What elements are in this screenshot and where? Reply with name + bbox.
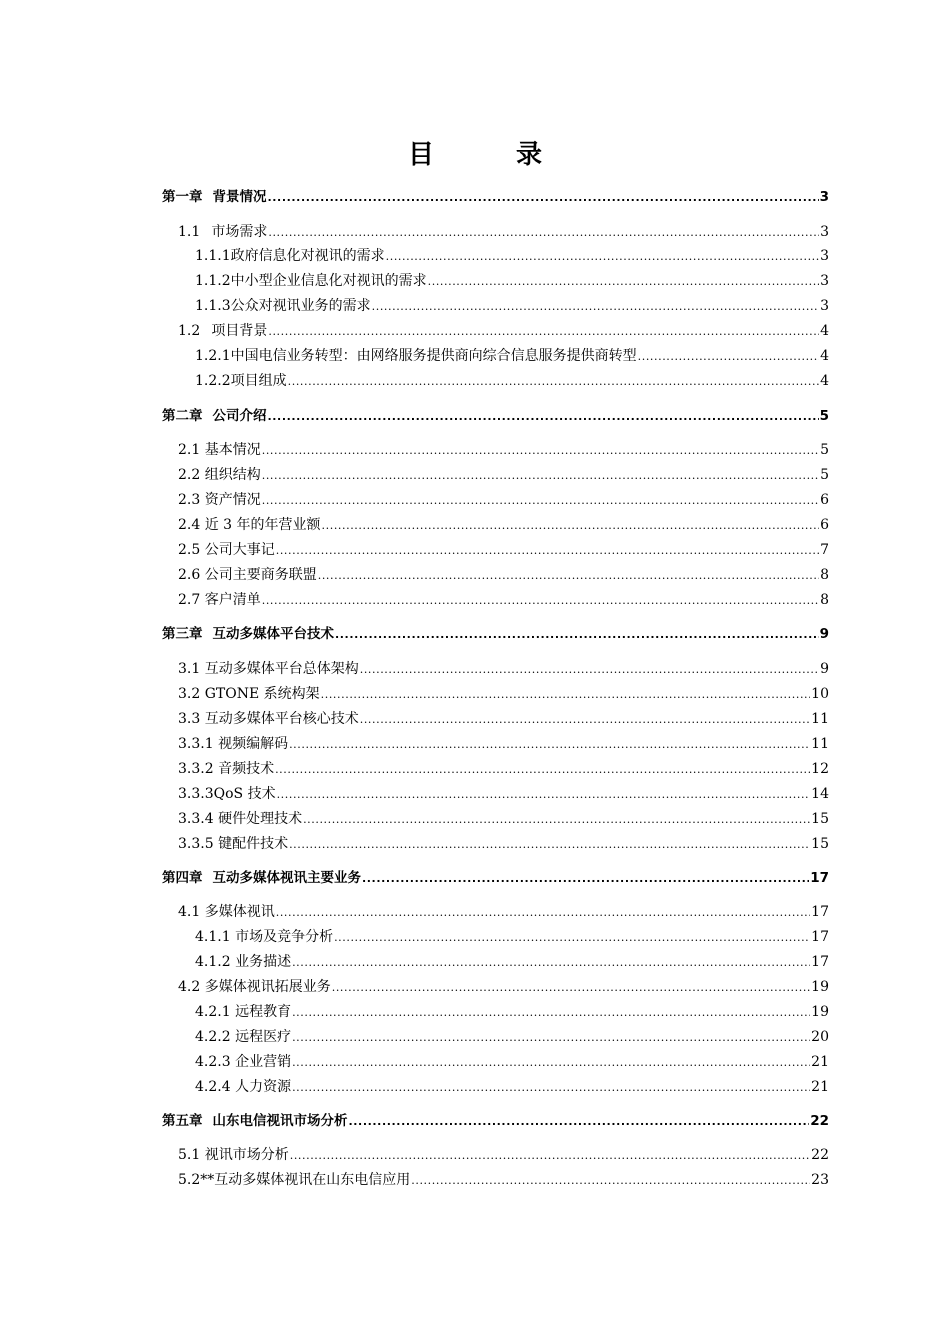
- toc-entry-label: 3.3.5 键配件技术: [178, 836, 289, 852]
- toc-entry-label: 2.1 基本情况: [178, 442, 261, 458]
- toc-entry[interactable]: [195, 952, 829, 972]
- toc-leader-dots: [372, 296, 819, 317]
- toc-entry-label: 2.3 资产情况: [178, 492, 261, 508]
- toc-leader-dots: [349, 1111, 810, 1132]
- toc-entry-label: 项目组成: [230, 373, 287, 389]
- toc-chapter-entry[interactable]: [162, 1111, 829, 1131]
- toc-leader-dots: [262, 465, 819, 486]
- toc-page-number: 6: [820, 517, 829, 533]
- toc-page-number: 15: [811, 836, 829, 852]
- toc-entry-label: 4.1.1 市场及竞争分析: [195, 929, 334, 945]
- toc-page-number: 4: [820, 348, 829, 364]
- toc-entry-label: 项目背景: [211, 323, 268, 339]
- toc-page-number: 3: [820, 298, 829, 314]
- toc-entry-label: 4.1 多媒体视讯: [178, 904, 275, 920]
- toc-entry[interactable]: [178, 977, 829, 997]
- toc-leader-dots: [268, 406, 819, 427]
- toc-page-number: 7: [820, 542, 829, 558]
- toc-entry-label: 3.3 互动多媒体平台核心技术: [178, 711, 359, 727]
- toc-entry[interactable]: [178, 440, 829, 460]
- toc-entry-label: 3.3.3QoS 技术: [178, 786, 276, 802]
- toc-page-number: 21: [811, 1079, 829, 1095]
- toc-entry-number: 1.1.1: [195, 248, 231, 264]
- toc-entry-label: 4.2.1 远程教育: [195, 1004, 292, 1020]
- toc-page-number: 5: [819, 408, 829, 424]
- toc-page-number: 4: [820, 323, 829, 339]
- toc-entry[interactable]: [178, 659, 829, 679]
- toc-leader-dots: [411, 1170, 810, 1191]
- toc-entry-number: 第一章: [162, 189, 203, 205]
- toc-entry[interactable]: [178, 321, 829, 341]
- toc-entry-label: 4.2.4 人力资源: [195, 1079, 292, 1095]
- toc-leader-dots: [360, 659, 819, 680]
- toc-entry-number: 第四章: [162, 870, 203, 886]
- toc-entry[interactable]: [178, 1145, 829, 1165]
- toc-entry[interactable]: [178, 222, 829, 242]
- toc-entry-label: 5.1 视讯市场分析: [178, 1147, 289, 1163]
- toc-chapter-entry[interactable]: [162, 187, 829, 207]
- toc-leader-dots: [334, 927, 810, 948]
- toc-page-number: 17: [811, 954, 829, 970]
- toc-page-number: 20: [811, 1029, 829, 1045]
- toc-entry[interactable]: [178, 515, 829, 535]
- toc-entry-label: 2.7 客户清单: [178, 592, 261, 608]
- toc-entry-number: 1.2.2: [195, 373, 231, 389]
- toc-page-number: 22: [811, 1147, 829, 1163]
- toc-leader-dots: [292, 1027, 810, 1048]
- toc-leader-dots: [428, 271, 819, 292]
- toc-page-number: 5: [820, 467, 829, 483]
- toc-leader-dots: [268, 187, 819, 208]
- toc-leader-dots: [335, 624, 819, 645]
- toc-page-number: 3: [820, 273, 829, 289]
- toc-leader-dots: [292, 952, 810, 973]
- toc-entry-label: 政府信息化对视讯的需求: [230, 248, 385, 264]
- toc-leader-dots: [386, 246, 819, 267]
- toc-entry-label: 4.2.3 企业营销: [195, 1054, 292, 1070]
- toc-page-number: 17: [810, 870, 829, 886]
- toc-page-number: 15: [811, 811, 829, 827]
- toc-entry-number: 第三章: [162, 626, 203, 642]
- toc-page-number: 9: [819, 626, 829, 642]
- toc-page-number: 3: [819, 189, 829, 205]
- toc-leader-dots: [277, 784, 811, 805]
- toc-page-number: 4: [820, 373, 829, 389]
- toc-entry-label: 背景情况: [212, 189, 267, 205]
- toc-page-number: 19: [811, 979, 829, 995]
- toc-entry-label: 2.4 近 3 年的年营业额: [178, 517, 321, 533]
- toc-entry-label: 中小型企业信息化对视讯的需求: [230, 273, 427, 289]
- toc-entry-label: 山东电信视讯市场分析: [212, 1113, 348, 1129]
- toc-chapter-entry[interactable]: [162, 624, 829, 644]
- toc-page-number: 10: [811, 686, 829, 702]
- toc-entry-label: 4.1.2 业务描述: [195, 954, 292, 970]
- toc-leader-dots: [288, 371, 819, 392]
- toc-entry[interactable]: [178, 784, 829, 804]
- toc-entry[interactable]: [195, 1077, 829, 1097]
- toc-leader-dots: [292, 1077, 810, 1098]
- toc-page-number: 23: [811, 1172, 829, 1188]
- toc-entry[interactable]: [178, 465, 829, 485]
- toc-leader-dots: [321, 684, 811, 705]
- toc-leader-dots: [360, 709, 810, 730]
- toc-entry-label: 公众对视讯业务的需求: [230, 298, 371, 314]
- toc-entry-label: 2.5 公司大事记: [178, 542, 275, 558]
- toc-leader-dots: [292, 1002, 810, 1023]
- toc-entry[interactable]: [195, 346, 829, 366]
- toc-leader-dots: [332, 977, 810, 998]
- toc-entry-label: 2.6 公司主要商务联盟: [178, 567, 317, 583]
- toc-entry[interactable]: [178, 565, 829, 585]
- toc-leader-dots: [268, 222, 819, 243]
- toc-entry-label: 3.3.2 音频技术: [178, 761, 275, 777]
- toc-leader-dots: [638, 346, 819, 367]
- toc-entry[interactable]: [178, 709, 829, 729]
- page-title: 目 录: [407, 140, 570, 170]
- toc-entry[interactable]: [178, 834, 829, 854]
- toc-leader-dots: [290, 1145, 810, 1166]
- toc-entry-number: 第二章: [162, 408, 203, 424]
- toc-page-number: 8: [820, 567, 829, 583]
- toc-entry-number: 1.1.3: [195, 298, 231, 314]
- toc-entry-label: 互动多媒体视讯主要业务: [212, 870, 361, 886]
- toc-entry[interactable]: [195, 1052, 829, 1072]
- toc-entry-label: 3.2 GTONE 系统构架: [178, 686, 320, 702]
- toc-page-number: 12: [811, 761, 829, 777]
- toc-page-number: 3: [820, 248, 829, 264]
- toc-entry-label: 3.3.4 硬件处理技术: [178, 811, 303, 827]
- toc-leader-dots: [289, 734, 810, 755]
- toc-leader-dots: [262, 440, 819, 461]
- toc-chapter-entry[interactable]: [162, 868, 829, 888]
- toc-entry-label: 互动多媒体平台技术: [212, 626, 334, 642]
- toc-page-number: 21: [811, 1054, 829, 1070]
- toc-page-number: 22: [810, 1113, 829, 1129]
- toc-page-number: 5: [820, 442, 829, 458]
- toc-page-number: 19: [811, 1004, 829, 1020]
- toc-entry[interactable]: [195, 246, 829, 266]
- toc-page-number: 17: [811, 904, 829, 920]
- toc-page-number: 3: [820, 224, 829, 240]
- toc-entry-label: 4.2 多媒体视讯拓展业务: [178, 979, 331, 995]
- toc-page-number: 14: [811, 786, 829, 802]
- toc-entry[interactable]: [178, 684, 829, 704]
- toc-entry[interactable]: [195, 927, 829, 947]
- toc-leader-dots: [276, 540, 819, 561]
- toc-page-number: 11: [811, 736, 829, 752]
- toc-leader-dots: [318, 565, 819, 586]
- toc-entry-number: 第五章: [162, 1113, 203, 1129]
- toc-entry[interactable]: [195, 371, 829, 391]
- toc-page-number: 11: [811, 711, 829, 727]
- toc-page-number: 17: [811, 929, 829, 945]
- toc-entry[interactable]: [178, 734, 829, 754]
- toc-leader-dots: [275, 759, 810, 780]
- toc-leader-dots: [268, 321, 819, 342]
- toc-leader-dots: [303, 809, 810, 830]
- toc-leader-dots: [262, 590, 819, 611]
- toc-leader-dots: [289, 834, 810, 855]
- toc-entry-number: 1.1.2: [195, 273, 231, 289]
- toc-entry[interactable]: [178, 540, 829, 560]
- toc-entry-label: 3.1 互动多媒体平台总体架构: [178, 661, 359, 677]
- toc-leader-dots: [362, 868, 809, 889]
- toc-chapter-entry[interactable]: [162, 406, 829, 426]
- toc-entry[interactable]: [178, 1170, 829, 1190]
- toc-entry-number: 1.2: [178, 323, 201, 339]
- toc-page-number: 9: [820, 661, 829, 677]
- toc-entry[interactable]: [178, 902, 829, 922]
- toc-entry[interactable]: [178, 759, 829, 779]
- toc-entry-label: 5.2**互动多媒体视讯在山东电信应用: [178, 1172, 411, 1188]
- toc-entry-number: 1.2.1: [195, 348, 231, 364]
- toc-leader-dots: [292, 1052, 810, 1073]
- toc-entry-label: 公司介绍: [212, 408, 267, 424]
- toc-leader-dots: [276, 902, 810, 923]
- toc-entry[interactable]: [178, 490, 829, 510]
- toc-entry-label: 中国电信业务转型：由网络服务提供商向综合信息服务提供商转型: [230, 348, 637, 364]
- toc-entry-label: 2.2 组织结构: [178, 467, 261, 483]
- toc-entry[interactable]: [195, 271, 829, 291]
- toc-leader-dots: [262, 490, 819, 511]
- toc-entry[interactable]: [178, 590, 829, 610]
- toc-entry-label: 3.3.1 视频编解码: [178, 736, 289, 752]
- toc-entry[interactable]: [195, 1002, 829, 1022]
- toc-entry[interactable]: [178, 809, 829, 829]
- toc-entry[interactable]: [195, 296, 829, 316]
- toc-page-number: 6: [820, 492, 829, 508]
- toc-entry-label: 4.2.2 远程医疗: [195, 1029, 292, 1045]
- toc-entry[interactable]: [195, 1027, 829, 1047]
- toc-entry-label: 市场需求: [211, 224, 268, 240]
- toc-page-number: 8: [820, 592, 829, 608]
- toc-leader-dots: [322, 515, 820, 536]
- toc-entry-number: 1.1: [178, 224, 201, 240]
